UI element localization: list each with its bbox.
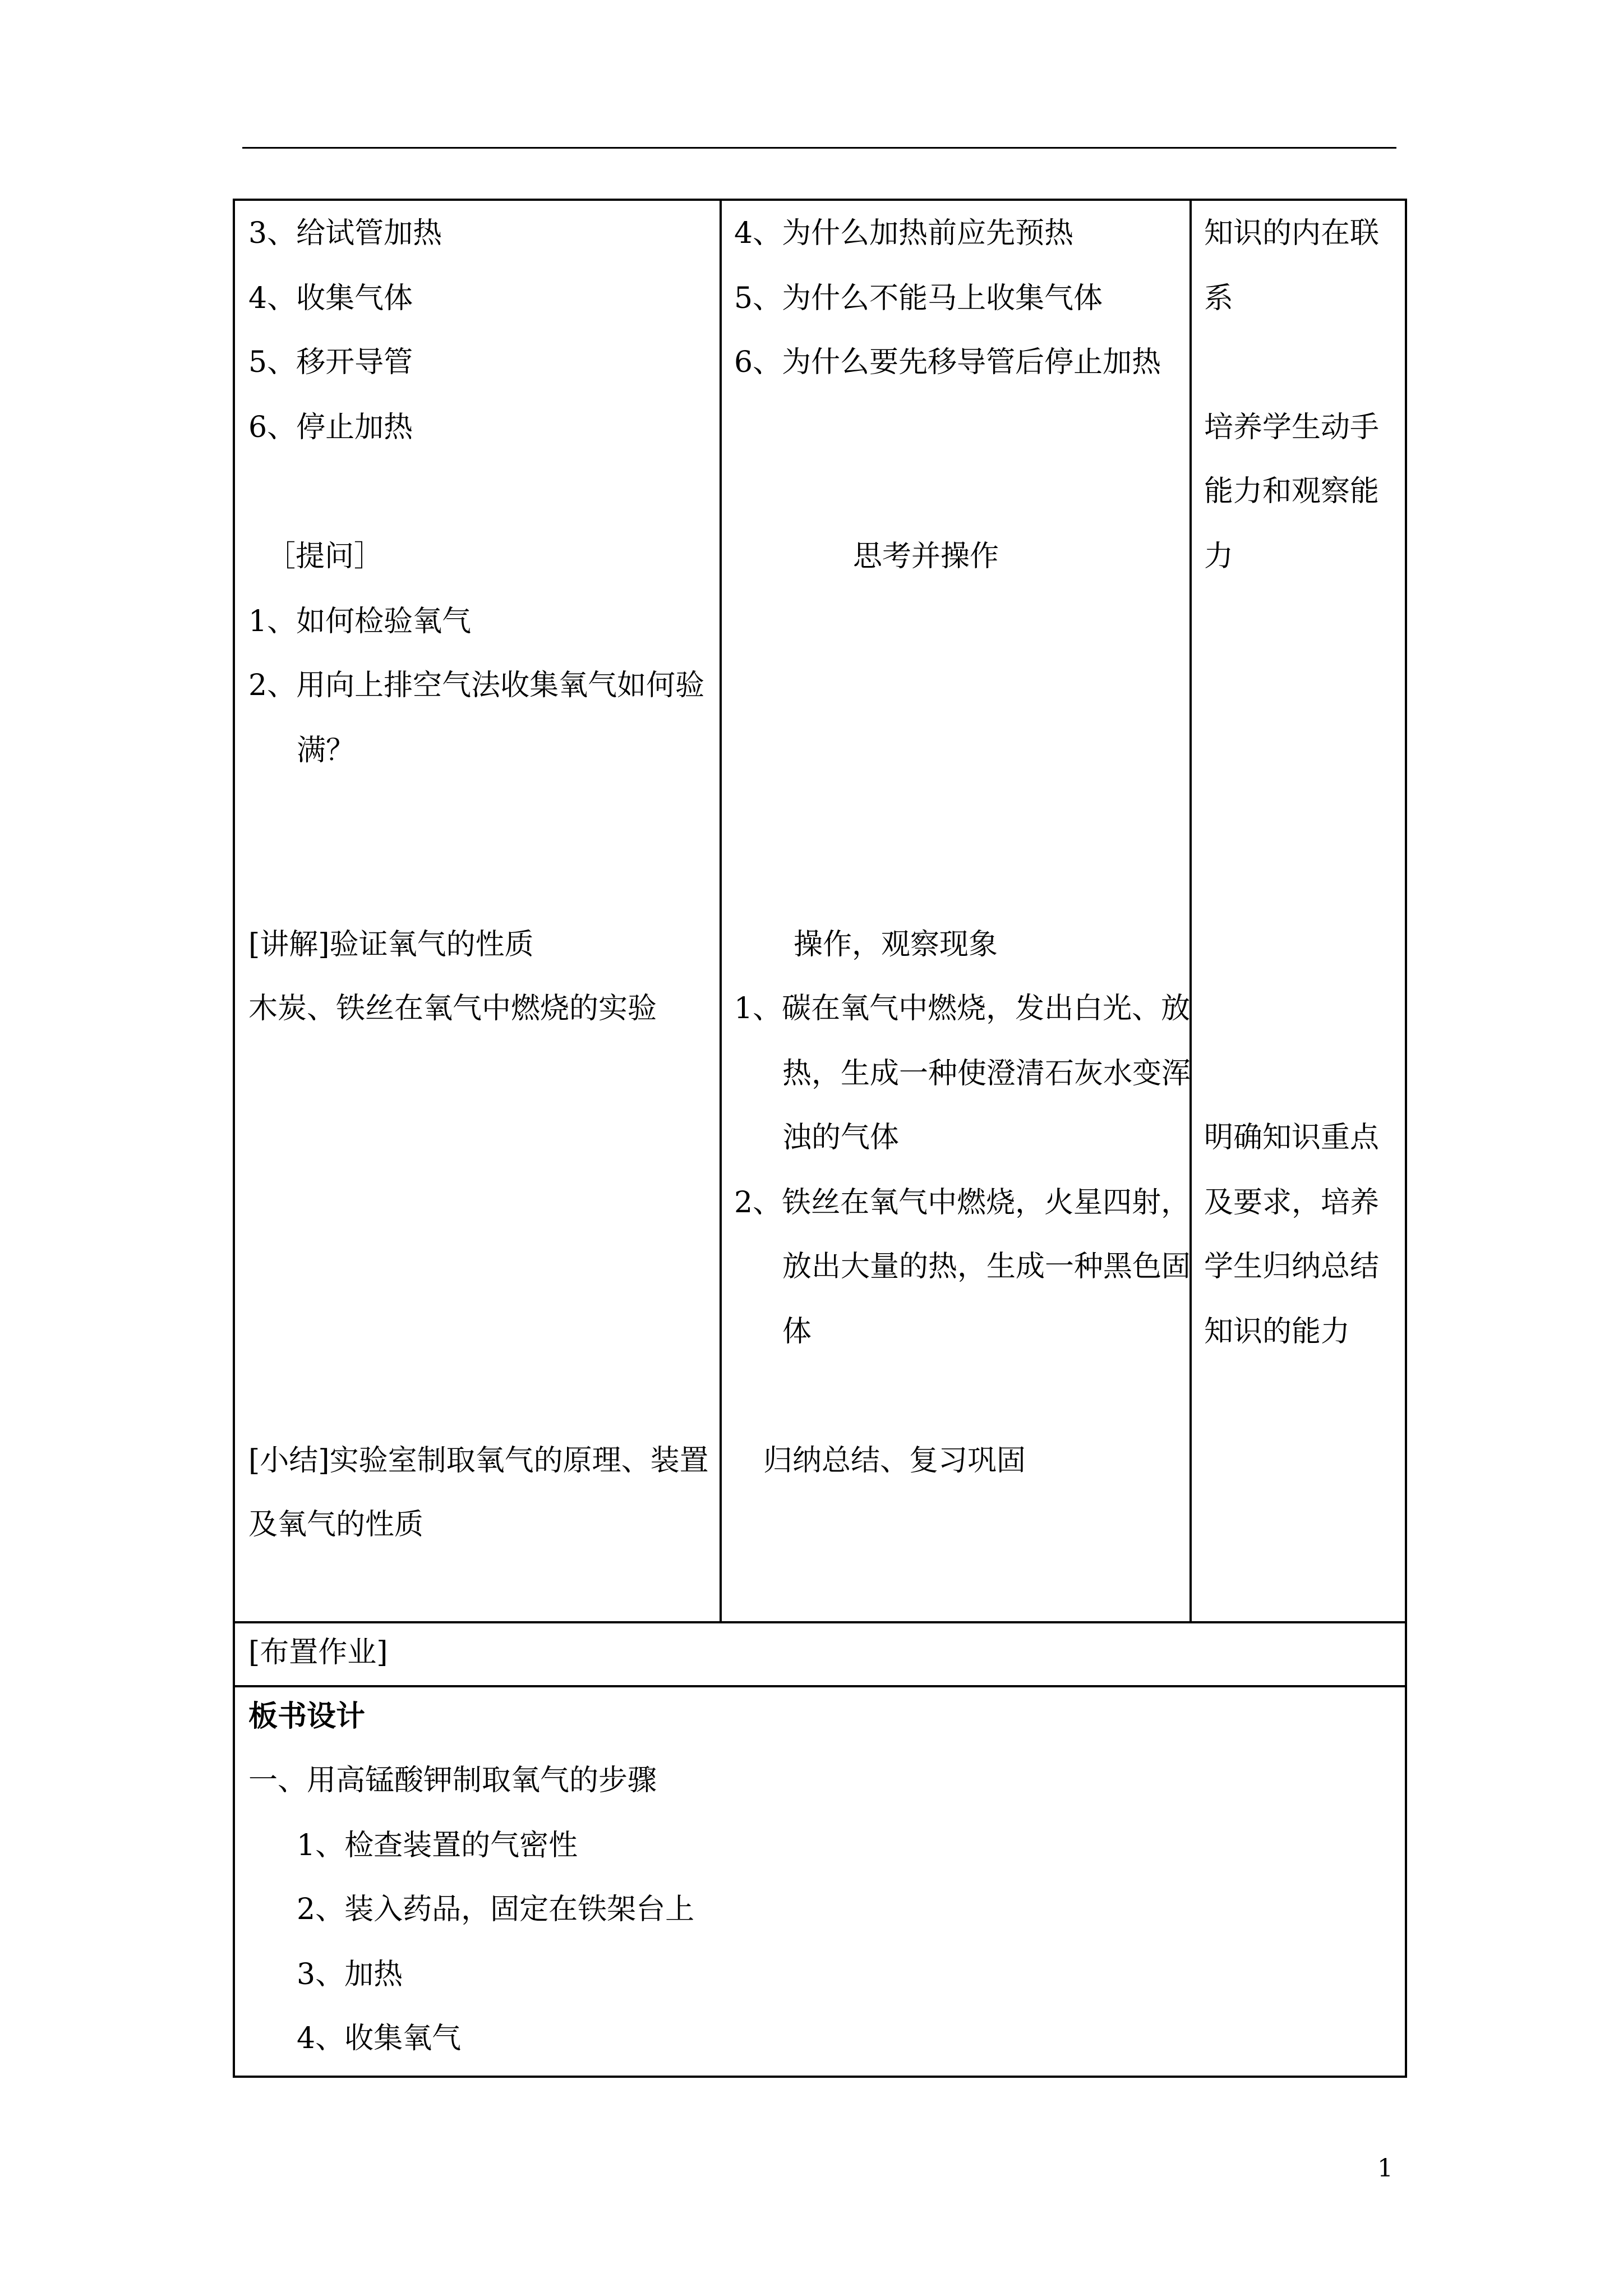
intent-line: 能力和观察能 xyxy=(1204,475,1380,508)
board-design-step: 1、检查装置的气密性 xyxy=(297,1829,578,1862)
intent-line: 学生归纳总结 xyxy=(1204,1250,1380,1283)
teacher-line: 2、用向上排空气法收集氧气如何验 xyxy=(248,669,705,702)
intent-line: 明确知识重点 xyxy=(1204,1121,1380,1154)
teacher-line: ［提问］ xyxy=(266,540,384,573)
intent-line: 培养学生动手 xyxy=(1204,411,1380,444)
page-number: 1 xyxy=(1377,2154,1393,2183)
student-line: 热，生成一种使澄清石灰水变浑 xyxy=(782,1057,1191,1091)
board-design-heading: 一、用高锰酸钾制取氧气的步骤 xyxy=(248,1764,657,1797)
board-design-step: 2、装入药品，固定在铁架台上 xyxy=(297,1893,695,1926)
student-line: 操作，观察现象 xyxy=(794,928,998,961)
student-line: 思考并操作 xyxy=(853,540,999,573)
teacher-line: [讲解]验证氧气的性质 xyxy=(248,928,534,961)
column-divider-1 xyxy=(720,201,722,1623)
teacher-line: 及氧气的性质 xyxy=(248,1508,424,1542)
teacher-line: 4、收集气体 xyxy=(248,282,413,315)
student-line: 2、铁丝在氧气中燃烧，火星四射， xyxy=(734,1186,1191,1220)
teacher-line: 1、如何检验氧气 xyxy=(248,605,472,638)
board-design-step: 3、加热 xyxy=(297,1958,403,1991)
intent-line: 力 xyxy=(1204,540,1234,573)
row-divider-homework xyxy=(235,1621,1405,1623)
teacher-line: 满？ xyxy=(297,734,356,767)
column-divider-2 xyxy=(1189,201,1192,1623)
student-line: 6、为什么要先移导管后停止加热 xyxy=(734,346,1161,379)
intent-line: 及要求，培养 xyxy=(1204,1186,1380,1220)
board-design-step: 4、收集氧气 xyxy=(297,2022,462,2055)
intent-line: 知识的能力 xyxy=(1204,1315,1350,1349)
lesson-table xyxy=(233,199,1407,2078)
student-line: 5、为什么不能马上收集气体 xyxy=(734,282,1103,315)
teacher-line: 木炭、铁丝在氧气中燃烧的实验 xyxy=(248,992,657,1025)
board-design-title: 板书设计 xyxy=(248,1699,366,1733)
teacher-line: [小结]实验室制取氧气的原理、装置 xyxy=(248,1444,709,1478)
homework-label: [布置作业] xyxy=(248,1636,388,1669)
intent-line: 系 xyxy=(1204,282,1234,315)
student-line: 归纳总结、复习巩固 xyxy=(763,1444,1026,1478)
teacher-line: 5、移开导管 xyxy=(248,346,413,379)
student-line: 1、碳在氧气中燃烧，发出白光、放 xyxy=(734,992,1191,1025)
teacher-line: 6、停止加热 xyxy=(248,411,413,444)
student-line: 4、为什么加热前应先预热 xyxy=(734,217,1074,250)
row-divider-board xyxy=(235,1685,1405,1687)
student-line: 体 xyxy=(782,1315,812,1349)
student-line: 浊的气体 xyxy=(782,1121,900,1154)
teacher-line: 3、给试管加热 xyxy=(248,217,442,250)
student-line: 放出大量的热，生成一种黑色固 xyxy=(782,1250,1191,1283)
intent-line: 知识的内在联 xyxy=(1204,217,1380,250)
header-rule xyxy=(242,147,1396,149)
